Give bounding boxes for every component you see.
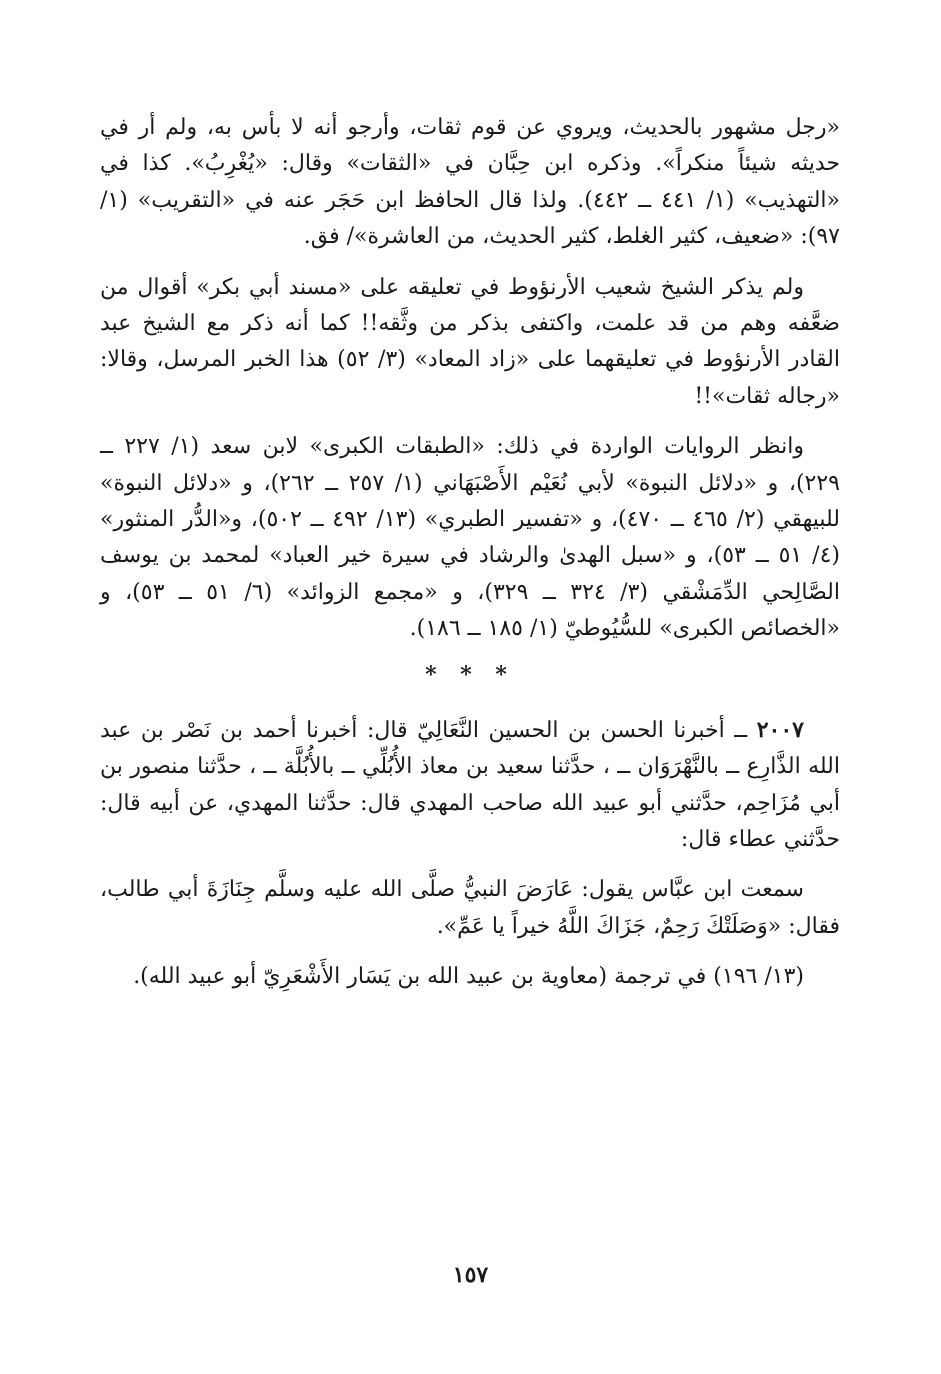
page-body — [100, 110, 840, 1010]
hadith-reference: (١٣/ ١٩٦) في ترجمة (معاوية بن عبيد الله بن يَسَار الأَشْعَرِيّ أبو عبيد الله). — [133, 964, 804, 990]
hadith-number: ٢٠٠٧ — [756, 716, 804, 743]
paragraph-arnaut-note: ولم يذكر الشيخ شعيب الأرنؤوط في تعليقه على «مسند أبي بكر» أقوال من ضعَّفه وهم من قد علمت، واكتفى بذكر من وثَّقه!! كما أنه ذكر مع الشيخ عبد القادر الأرنؤوط في تعليقهما على «زاد المعاد» (٣/ ٥٢) هذا الخبر المرسل، وقالا: «رجاله ثقات»!! — [100, 274, 840, 409]
paragraph-narrator-assessment: «رجل مشهور بالحديث، ويروي عن قوم ثقات، وأرجو أنه لا بأس به، ولم أر في حديثه شيئاً منكراً». وذكره ابن حِبَّان في «الثقات» وقال: «يُغْرِبُ». كذا في «التهذيب» (١/ ٤٤١ ــ ٤٤٢). ولذا قال الحافظ ابن حَجَر عنه في «التقريب» (١/ ٩٧): «ضعيف، كثير الغلط، كثير الحديث، من العاشرة»/ فق. — [100, 115, 840, 250]
hadith-dash: ــ — [734, 717, 748, 743]
hadith-isnad-text: أخبرنا الحسن بن الحسين النَّعَالِيّ قال: أخبرنا أحمد بن نَصْر بن عبد الله الذَّارِع ــ بالنَّهْرَوَان ــ ، حدَّثنا سعيد بن معاذ الأُبُلِّي ــ بالأُبُلَّة ــ ، حدَّثنا منصور بن أبي مُزَاحِم، حدَّثني أبو عبيد الله صاحب المهدي قال: حدَّثنا المهدي، عن أبيه قال: حدَّثني عطاء قال: — [100, 717, 840, 852]
hadith-matn: سمعت ابن عبَّاس يقول: عَارَضَ النبيُّ صلَّى الله عليه وسلَّم جِنَازَةَ أبي طالب، فقال: «وَصَلَتْكَ رَحِمٌ، جَزَاكَ اللَّهُ خيراً يا عَمِّ». — [100, 877, 840, 939]
page-number: ١٥٧ — [452, 1262, 489, 1288]
section-separator: * * * — [425, 661, 515, 688]
hadith-isnad — [100, 712, 840, 859]
paragraph-sources: وانظر الروايات الواردة في ذلك: «الطبقات الكبرى» لابن سعد (١/ ٢٢٧ ــ ٢٢٩)، و «دلائل النبوة» لأبي نُعَيْم الأَصْبَهَاني (١/ ٢٥٧ ــ ٢٦٢)، و «دلائل النبوة» للبيهقي (٢/ ٤٦٥ ــ ٤٧٠)، و «تفسير الطبري» (١٣/ ٤٩٢ ــ ٥٠٢)، و«الدُّر المنثور» (٤/ ٥١ ــ ٥٣)، و «سبل الهدىٰ والرشاد في سيرة خير العباد» لمحمد بن يوسف الصَّالِحي الدِّمَشْقي (٣/ ٣٢٤ ــ ٣٢٩)، و «مجمع الزوائد» (٦/ ٥١ ــ ٥٣)، و «الخصائص الكبرى» للسُّيُوطيّ (١/ ١٨٥ ــ ١٨٦). — [100, 434, 840, 642]
